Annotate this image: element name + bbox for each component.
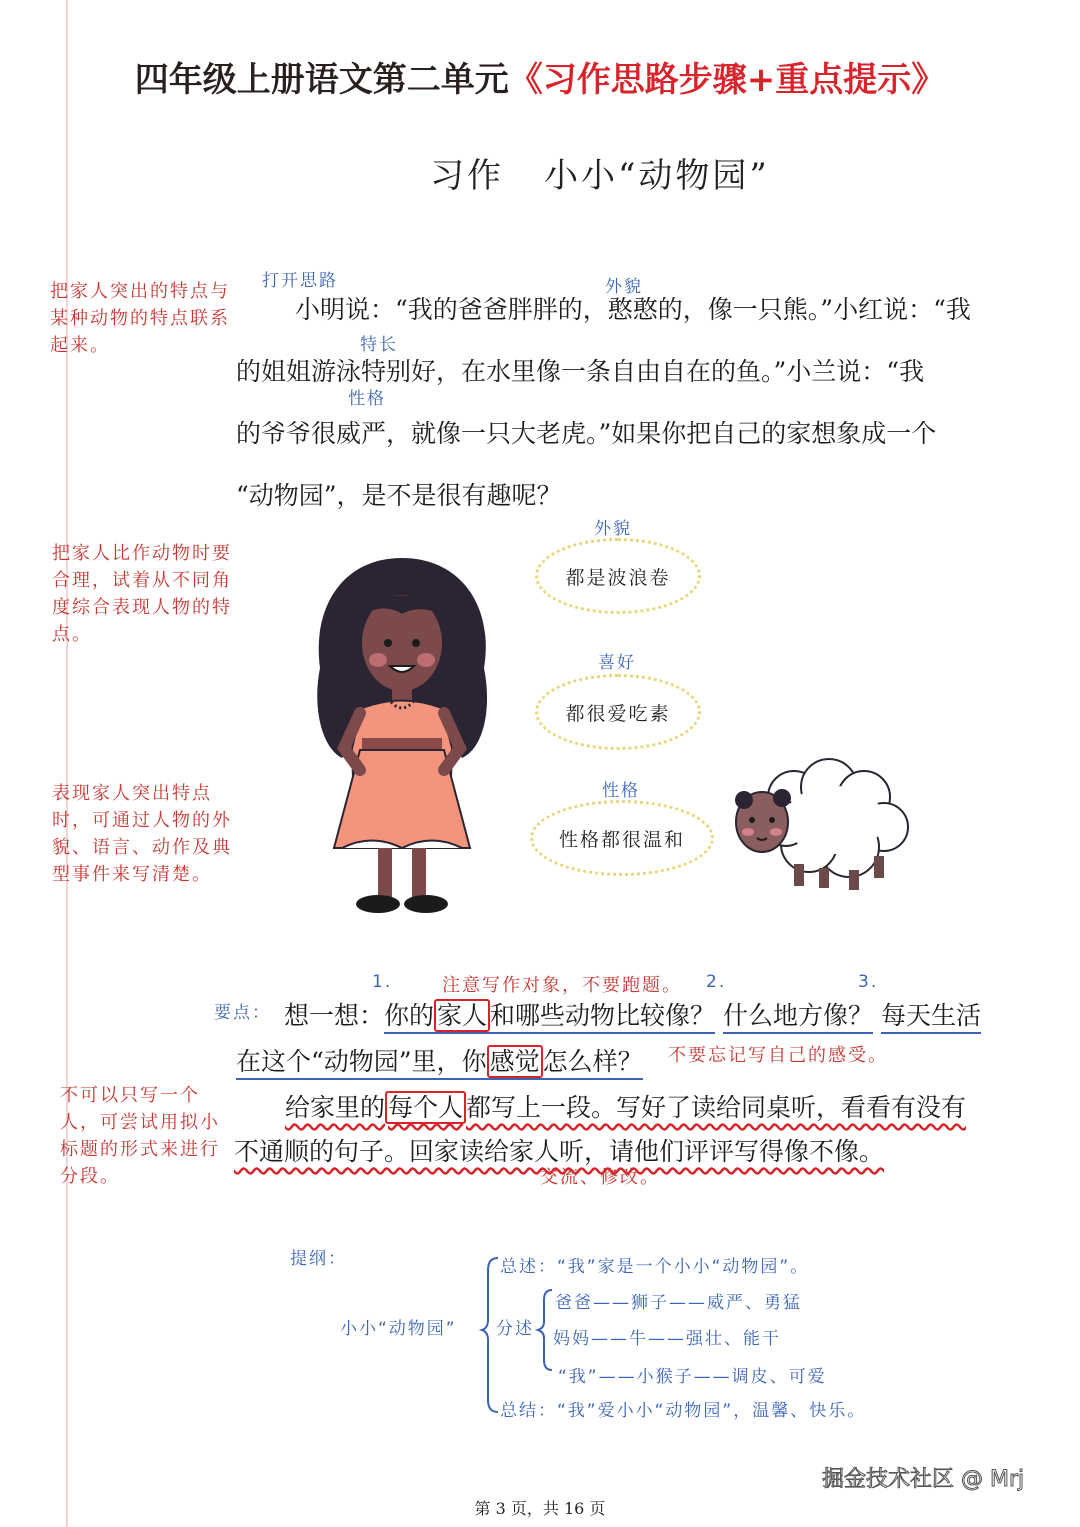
bubble-label-personality: 性格 [602, 781, 640, 801]
outline-conclusion: 总结：“我”爱小小“动物园”，温馨、快乐。 [500, 1401, 867, 1421]
keypoint-note-feeling: 不要忘记写自己的感受。 [668, 1045, 888, 1066]
paragraph-line-4: “动物园”，是不是很有趣呢？ [236, 481, 562, 510]
keypoint-line-4-text: 不通顺的句子。回家读给家人听，请他们评评写得像不像。 [234, 1137, 885, 1166]
essay-subtitle-part1: 习作 [430, 156, 504, 196]
margin-note-2: 把家人比作动物时要合理，试着从不同角度综合表现人物的特点。 [52, 543, 232, 645]
keypoint-line-3-a: 给家里的 [285, 1093, 386, 1122]
keypoint-line-2-a: 在这个“动物园”里，你 [236, 1047, 487, 1076]
bubble-label-appearance: 外貌 [594, 519, 632, 539]
page-footer: 第 3 页，共 16 页 [474, 1499, 606, 1518]
essay-subtitle [430, 148, 770, 197]
keypoint-box-feeling: 感觉 [487, 1045, 543, 1078]
outline-item-3: “我”——小猴子——调皮、可爱 [558, 1367, 827, 1387]
annotation-techang: 特长 [360, 335, 398, 355]
girl-illustration [302, 548, 502, 920]
bubble-personality [530, 800, 714, 876]
margin-note-3: 表现家人突出特点时，可通过人物的外貌、语言、动作及典型事件来写清楚。 [52, 783, 232, 885]
annotation-xingge: 性格 [348, 389, 386, 409]
keypoint-line-1-c: 和哪些动物比较像？ [490, 1001, 716, 1030]
outline-label: 提纲： [290, 1249, 347, 1269]
bubble-label-preference: 喜好 [598, 653, 636, 673]
outline-center: 小小“动物园” [340, 1319, 457, 1339]
keypoint-line-1-underlined [384, 1001, 715, 1034]
keypoint-line-1-a: 想一想： [284, 1001, 385, 1030]
watermark: 掘金技术社区 @ Mrj [822, 1467, 1025, 1492]
outline-item-1: 爸爸——狮子——威严、勇猛 [555, 1293, 802, 1313]
outline-branch-label: 分述 [496, 1319, 534, 1339]
page-title-main: 四年级上册语文第二单元 [134, 60, 509, 100]
bubble-personality-text: 性格都很温和 [558, 828, 685, 851]
keypoint-line-2-underlined [236, 1047, 643, 1080]
essay-subtitle-part2: 小小“动物园” [544, 156, 770, 196]
sheep-illustration [724, 752, 914, 892]
keypoint-box-family: 家人 [434, 999, 490, 1032]
keypoint-line-2-b: 怎么样？ [542, 1047, 643, 1076]
keypoint-line-3 [285, 1088, 966, 1124]
paragraph-line-3: 的爷爷很威严，就像一只大老虎。”如果你把自己的家想象成一个 [236, 419, 937, 448]
bubble-preference-text: 都很爱吃素 [565, 702, 671, 725]
page-title [0, 52, 1080, 101]
keypoint-label: 要点： [214, 1003, 271, 1023]
margin-rule [66, 0, 68, 1527]
keypoint-number-3: 3. [858, 972, 879, 992]
keypoint-number-2: 2. [706, 972, 727, 992]
outline-item-2: 妈妈——牛——强壮、能干 [553, 1329, 781, 1349]
keypoint-line-1-b: 你的 [384, 1001, 435, 1030]
keypoint-box-each-person: 每个人 [385, 1091, 466, 1124]
paragraph-line-2: 的姐姐游泳特别好，在水里像一条自由自在的鱼。”小兰说：“我 [236, 357, 925, 386]
section-label-open-ideas: 打开思路 [262, 271, 338, 291]
outline-intro: 总述：“我”家是一个小小“动物园”。 [500, 1257, 810, 1277]
keypoint-note-target: 注意写作对象，不要跑题。 [442, 975, 682, 996]
keypoint-line-1-e: 每天生活 [881, 1001, 981, 1034]
margin-note-1: 把家人突出的特点与某种动物的特点联系起来。 [50, 281, 230, 356]
page-title-red: 《习作思路步骤+重点提示》 [508, 60, 946, 100]
keypoint-note-revise: 交流、修改。 [540, 1167, 660, 1188]
keypoint-line-2 [236, 1042, 643, 1078]
bubble-preference [535, 674, 701, 750]
paragraph-line-1: 小明说：“我的爸爸胖胖的，憨憨的，像一只熊。”小红说：“我 [295, 295, 971, 324]
annotation-waimao: 外貌 [605, 277, 643, 297]
keypoint-line-1 [284, 996, 981, 1032]
keypoint-line-4 [234, 1132, 884, 1168]
bubble-appearance [535, 538, 701, 614]
keypoint-line-3-underlined [285, 1091, 966, 1124]
keypoint-line-1-d: 什么地方像？ [723, 1001, 873, 1034]
margin-note-4: 不可以只写一个人，可尝试用拟小标题的形式来进行分段。 [60, 1085, 220, 1187]
keypoint-line-3-b: 都写上一段。写好了读给同桌听，看看有没有 [466, 1093, 967, 1122]
bubble-appearance-text: 都是波浪卷 [565, 566, 671, 589]
keypoint-number-1: 1. [372, 972, 393, 992]
